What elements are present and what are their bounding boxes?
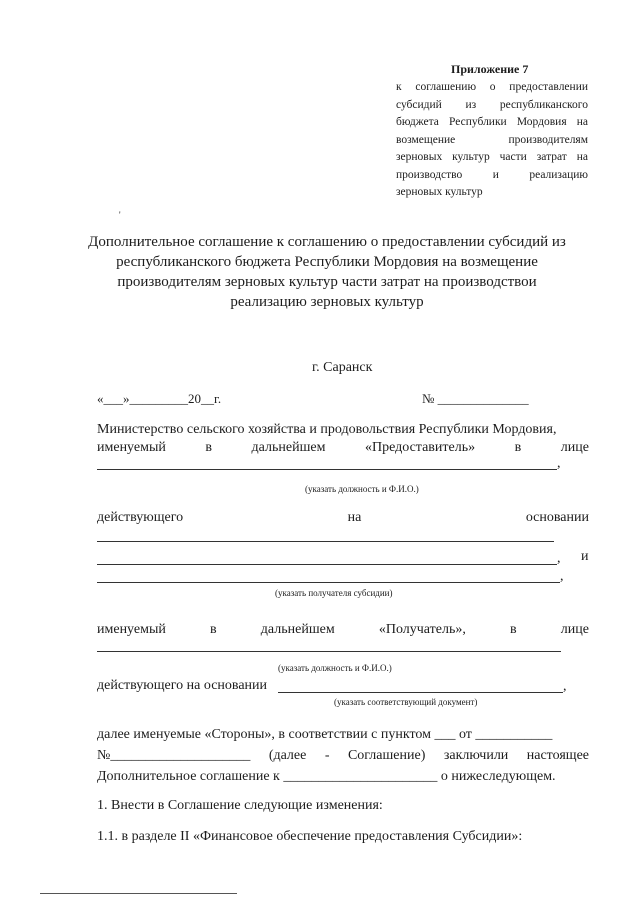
agreement-date: «___»_________20__г.: [97, 391, 222, 406]
hint-recipient: (указать получателя субсидии): [275, 588, 393, 598]
appendix-word: части: [499, 151, 527, 163]
city: г. Саранск: [312, 360, 373, 375]
body.ministry_line2-word: в: [205, 440, 213, 455]
fill-line: [97, 564, 557, 565]
ministry-role-line: [97, 440, 589, 456]
body.ministry_line2-word: лице: [560, 440, 589, 455]
body.acting_line-word: действующего: [97, 510, 184, 525]
body.recipient_line-word: «Получатель»,: [378, 622, 466, 637]
hint-position-2: (указать должность и Ф.И.О.): [278, 663, 392, 673]
appendix-line: [396, 97, 588, 115]
and-word: и: [581, 549, 589, 564]
appendix-word: из: [465, 98, 477, 111]
appendix-word: и: [492, 168, 499, 181]
appendix-word: к: [396, 81, 402, 93]
appendix-line: [396, 167, 588, 185]
hint-document: (указать соответствующий документ): [334, 697, 478, 707]
appendix-word: производителям: [508, 133, 588, 146]
appendix-word: на: [576, 116, 588, 128]
body.parties_line2-word: (далее: [268, 748, 307, 763]
comma: ,: [557, 551, 561, 566]
item-1-1: 1.1. в разделе II «Финансовое обеспечение предоставления Субсидии»:: [97, 829, 523, 844]
appendix-word: зерновых культур: [396, 186, 483, 198]
body.parties_line2-word: №____________________: [97, 748, 251, 763]
body.parties_line2-word: настоящее: [526, 748, 589, 763]
appendix-word: на: [576, 151, 588, 163]
appendix-title: Приложение 7: [451, 62, 529, 76]
fill-line: [97, 651, 561, 652]
fill-line: [97, 582, 560, 583]
body.parties_line2-word: заключили: [443, 748, 509, 763]
body.parties_line2-word: -: [324, 748, 330, 763]
title-line: реализацию зерновых культур: [230, 294, 424, 310]
title-line: республиканского бюджета Республики Мордовия на возмещение: [116, 254, 538, 270]
stray-mark: ': [119, 210, 121, 220]
title-line: Дополнительное соглашение к соглашению о предоставлении субсидий из: [88, 234, 566, 250]
appendix-word: о: [489, 81, 496, 93]
title-line: производителям зерновых культур части затрат на производствои: [117, 274, 537, 290]
body.acting_line-word: на: [347, 510, 362, 525]
body.ministry_line2-word: в: [514, 440, 522, 455]
appendix-line: [396, 114, 588, 132]
appendix-word: республиканского: [499, 98, 588, 111]
body.ministry_line2-word: «Предоставитель»: [364, 440, 476, 455]
appendix-word: предоставлении: [509, 81, 588, 93]
body.parties_line2-word: Соглашение): [347, 748, 426, 763]
comma: ,: [560, 569, 564, 584]
ministry-line: Министерство сельского хозяйства и продовольствия Республики Мордовия,: [97, 422, 557, 437]
parties-line: далее именуемые «Стороны», в соответствии с пунктом ___ от ___________: [97, 727, 553, 742]
appendix-line: [396, 184, 588, 202]
comma: ,: [563, 679, 567, 694]
appendix-word: субсидий: [396, 98, 442, 111]
appendix-word: Республики: [449, 116, 507, 128]
parties-line-3: Дополнительное соглашение к ______________________ о нижеследующем.: [97, 769, 556, 784]
body.ministry_line2-word: дальнейшем: [251, 440, 326, 455]
appendix-word: зерновых: [396, 151, 443, 163]
body.ministry_line2-word: именуемый: [97, 440, 166, 455]
acting-basis: действующего на основании: [97, 678, 268, 693]
recipient-line: [97, 622, 589, 638]
appendix-word: Мордовия: [516, 116, 567, 128]
body.recipient_line-word: в: [210, 622, 217, 637]
acting-line: [97, 510, 589, 526]
fill-line: [278, 692, 563, 693]
body.recipient_line-word: дальнейшем: [260, 622, 335, 637]
body.recipient_line-word: в: [510, 622, 517, 637]
appendix-body: [396, 79, 588, 202]
appendix-word: производство: [396, 168, 463, 181]
document-title: [80, 232, 574, 312]
comma: ,: [557, 456, 561, 471]
item-1: 1. Внести в Соглашение следующие изменения:: [97, 798, 383, 813]
appendix-line: [396, 79, 588, 97]
appendix-line: [396, 149, 588, 167]
appendix-line: [396, 132, 588, 150]
body.recipient_line-word: именуемый: [97, 622, 166, 637]
appendix-word: бюджета: [396, 116, 439, 128]
parties-line-2: [97, 748, 589, 764]
hint-position: (указать должность и Ф.И.О.): [305, 484, 419, 494]
appendix-word: культур: [452, 151, 490, 163]
appendix-word: возмещение: [396, 133, 456, 146]
fill-line: [97, 541, 554, 542]
appendix-word: затрат: [536, 151, 567, 163]
agreement-number: № ______________: [422, 391, 529, 406]
appendix-word: реализацию: [529, 168, 588, 181]
appendix-word: соглашению: [415, 81, 477, 93]
body.acting_line-word: основании: [525, 510, 589, 525]
body.recipient_line-word: лице: [560, 622, 589, 637]
fill-line: [97, 469, 557, 470]
footer-rule: [40, 893, 237, 894]
